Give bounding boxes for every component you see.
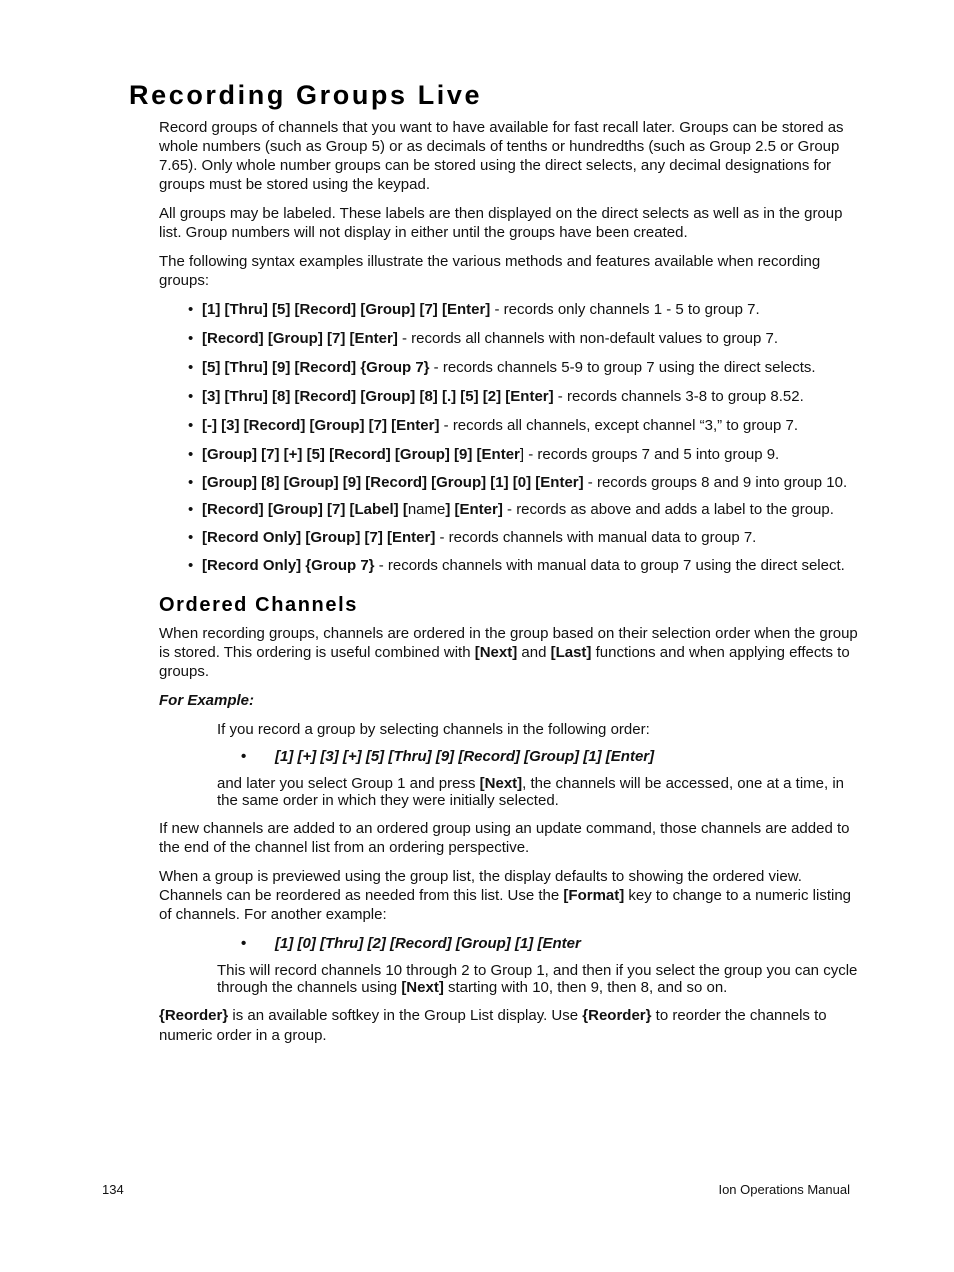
ordered-paragraph-1: When recording groups, channels are ordered in the group based on their selection order when the group is stored. This ordering is useful combined with [Next] and [Last] functions and when applying effects to groups. [159,625,858,680]
list-item: • [3] [Thru] [8] [Record] [Group] [8] [.] [5] [2] [Enter] - records channels 3-8 to group 8.52. [159,387,859,406]
syntax-example-list [159,300,859,574]
intro-paragraph-3: The following syntax examples illustrate the various methods and features available when recording groups: [159,253,821,289]
list-item: • [Record Only] [Group] [7] [Enter] - records channels with manual data to group 7. [159,528,859,547]
section-heading-ordered-channels: Ordered Channels [159,594,358,616]
page-number: 134 [102,1182,124,1197]
example-label: For Example: [159,692,255,709]
ordered-paragraph-3: When a group is previewed using the group list, the display defaults to showing the ordered view. Channels can be reordered as needed from this list. Use the [Format] key to change to a numeric listing of channels. For another example: [159,868,852,923]
intro-paragraph-1: Record groups of channels that you want to have available for fast recall later. Groups can be stored as whole numbers (such as Group 5) or as decimals of tenths or hundredths (such as Group 2.5 or Group 7.65). Only whole number groups can be stored using the direct selects, any decimal designations for groups must be stored using the keypad. [159,119,844,193]
list-item: • [-] [3] [Record] [Group] [7] [Enter] - records all channels, except channel “3,” to group 7. [159,416,859,435]
list-item: • [5] [Thru] [9] [Record] {Group 7} - records channels 5-9 to group 7 using the direct selects. [159,358,859,377]
intro-paragraph-2: All groups may be labeled. These labels are then displayed on the direct selects as well as in the group list. Group numbers will not display in either until the groups have been created. [159,205,843,241]
list-item: • [Group] [7] [+] [5] [Record] [Group] [9] [Enter] - records groups 7 and 5 into group 9. [159,445,859,464]
ordered-paragraph-2: If new channels are added to an ordered group using an update command, those channels are added to the end of the channel list from an ordering perspective. [159,820,850,856]
example-2-command: • [1] [0] [Thru] [2] [Record] [Group] [1] [Enter [217,934,859,953]
list-item: • [Record Only] {Group 7} - records channels with manual data to group 7 using the direct select. [159,557,859,574]
list-item: • [Record] [Group] [7] [Label] [name] [Enter] - records as above and adds a label to the group. [159,501,859,518]
example-1-explanation: and later you select Group 1 and press [Next], the channels will be accessed, one at a time, in the same order in which they were initially selected. [217,775,845,809]
list-item: • [Group] [8] [Group] [9] [Record] [Group] [1] [0] [Enter] - records groups 8 and 9 into group 10. [159,474,859,491]
example-1-command: • [1] [+] [3] [+] [5] [Thru] [9] [Record] [Group] [1] [Enter] [217,747,859,766]
page-title: Recording Groups Live [129,80,483,110]
page-content [159,118,859,1056]
list-item: • [Record] [Group] [7] [Enter] - records all channels with non-default values to group 7. [159,329,859,348]
ordered-paragraph-4: {Reorder} is an available softkey in the Group List display. Use {Reorder} to reorder the channels to numeric order in a group. [159,1007,827,1044]
example-1-intro: If you record a group by selecting channels in the following order: [217,721,650,738]
example-2-explanation: This will record channels 10 through 2 to Group 1, and then if you select the group you can cycle through the channels using [Next] starting with 10, then 9, then 8, and so on. [217,962,858,996]
manual-title: Ion Operations Manual [718,1182,850,1197]
list-item: • [1] [Thru] [5] [Record] [Group] [7] [Enter] - records only channels 1 - 5 to group 7. [159,300,859,319]
